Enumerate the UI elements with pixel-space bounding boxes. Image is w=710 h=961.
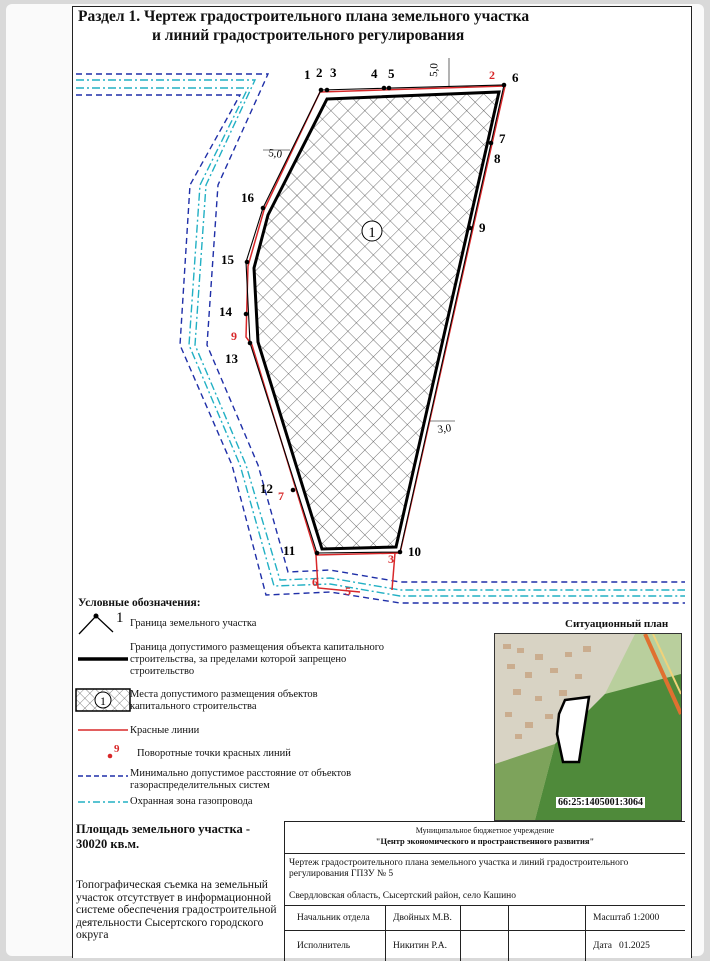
stamp-org-line1: Муниципальное бюджетное учреждение <box>415 826 555 835</box>
point-label-5: 5 <box>388 66 395 81</box>
point-label-3: 3 <box>330 65 337 80</box>
allowed-place-hatch <box>254 92 499 549</box>
plot-area-line2: 30020 кв.м. <box>76 837 140 851</box>
stamp-name1: Двойных М.В. <box>393 913 452 923</box>
point-label-8: 8 <box>494 151 501 166</box>
cadastral-number: 66:25:1405001:3064 <box>558 797 643 808</box>
stamp-org-line2: "Центр экономического и пространственного развития" <box>375 836 595 846</box>
zone-number: 1 <box>368 225 376 241</box>
red-point-label-7: 7 <box>278 489 284 503</box>
point-label-1: 1 <box>304 67 311 82</box>
stamp-divider-1 <box>385 906 386 961</box>
topo-note: Топографическая съемка на земельный участок отсутствует в информационной системе обеспечения градостроительной деятельности Сысертского городского округа <box>76 879 277 941</box>
stamp-desc-text: Чертеж градостроительного плана земельного участка и линий градостроительного регулирования ГПЗУ № 5 <box>289 858 629 879</box>
red-point-label-2: 2 <box>489 68 495 82</box>
point-label-10: 10 <box>408 544 421 559</box>
dim-right: 3,0 <box>436 422 453 436</box>
point-label-4: 4 <box>371 66 378 81</box>
legend-gas-distance-symbol <box>76 773 131 779</box>
stamp-row-exec <box>285 930 685 961</box>
legend-red-points-text: Поворотные точки красных линий <box>137 748 291 759</box>
red-point-label-3: 3 <box>388 552 394 566</box>
point-label-13: 13 <box>225 351 238 366</box>
situational-plan-title: Ситуационный план <box>565 618 669 630</box>
legend-red-point-sample: 9 <box>114 743 120 755</box>
point-label-14: 14 <box>219 304 232 319</box>
red-point-label-5: 5 <box>345 584 351 598</box>
stamp-scale: Масштаб 1:2000 <box>593 913 660 923</box>
point-label-11: 11 <box>283 543 296 558</box>
point-label-15: 15 <box>221 252 234 267</box>
legend-build-text: Граница допустимого размещения объекта капитального строительства, за пределами которой запрещено строительство <box>130 642 385 677</box>
legend-symbol-number: 1 <box>116 610 124 626</box>
stamp-role2: Исполнитель <box>297 940 351 951</box>
legend-gas-zone-text: Охранная зона газопровода <box>130 796 253 807</box>
title-block <box>284 821 685 961</box>
plot-area-line1: Площадь земельного участка - <box>76 822 251 836</box>
point-label-6: 6 <box>512 70 519 85</box>
stamp-name2: Никитин Р.А. <box>393 940 448 951</box>
red-point-label-9: 9 <box>231 329 237 343</box>
stamp-role1: Начальник отдела <box>297 913 370 923</box>
legend-red-lines-text: Красные линии <box>130 725 200 736</box>
legend-build-symbol <box>76 655 131 663</box>
title-line-2: и линий градостроительного регулирования <box>152 27 465 44</box>
title-line-1: Раздел 1. Чертеж градостроительного плана земельного участка <box>78 8 530 25</box>
situational-map-drawing <box>495 634 681 820</box>
svg-text:1: 1 <box>100 694 106 708</box>
legend-place-text: Места допустимого размещения объектов капитального строительства <box>130 689 318 712</box>
legend-red-point-symbol <box>106 742 126 762</box>
stamp-address: Свердловская область, Сысертский район, село Кашино <box>289 891 517 901</box>
dim-top: 5,0 <box>428 62 441 78</box>
stamp-divider-4 <box>585 906 586 961</box>
dim-left: 5,0 <box>267 147 283 161</box>
legend-boundary-symbol <box>76 608 131 638</box>
legend-gas-zone-symbol <box>76 799 131 805</box>
zone-number-marker <box>362 221 382 241</box>
stamp-divider-2 <box>460 906 461 961</box>
stamp-organization <box>285 822 685 854</box>
stamp-date: Дата 01.2025 <box>593 940 650 951</box>
plot-area <box>76 822 250 852</box>
legend-place-symbol <box>75 688 131 712</box>
legend-red-line-symbol <box>76 727 131 733</box>
legend-gas-distance-text: Минимально допустимое расстояние от объектов газораспределительных систем <box>130 768 352 791</box>
stamp-row-head <box>285 906 685 931</box>
stamp-divider-3 <box>508 906 509 961</box>
situational-map <box>494 633 682 821</box>
red-point-label-6: 6 <box>312 575 318 589</box>
point-label-7: 7 <box>499 131 506 146</box>
point-label-16: 16 <box>241 190 254 205</box>
point-label-12: 12 <box>260 481 273 496</box>
stamp-description <box>285 854 685 906</box>
point-label-9: 9 <box>479 220 486 235</box>
legend-boundary-text: Граница земельного участка <box>130 618 257 629</box>
legend-heading: Условные обозначения: <box>78 597 201 609</box>
point-label-2: 2 <box>316 65 323 80</box>
